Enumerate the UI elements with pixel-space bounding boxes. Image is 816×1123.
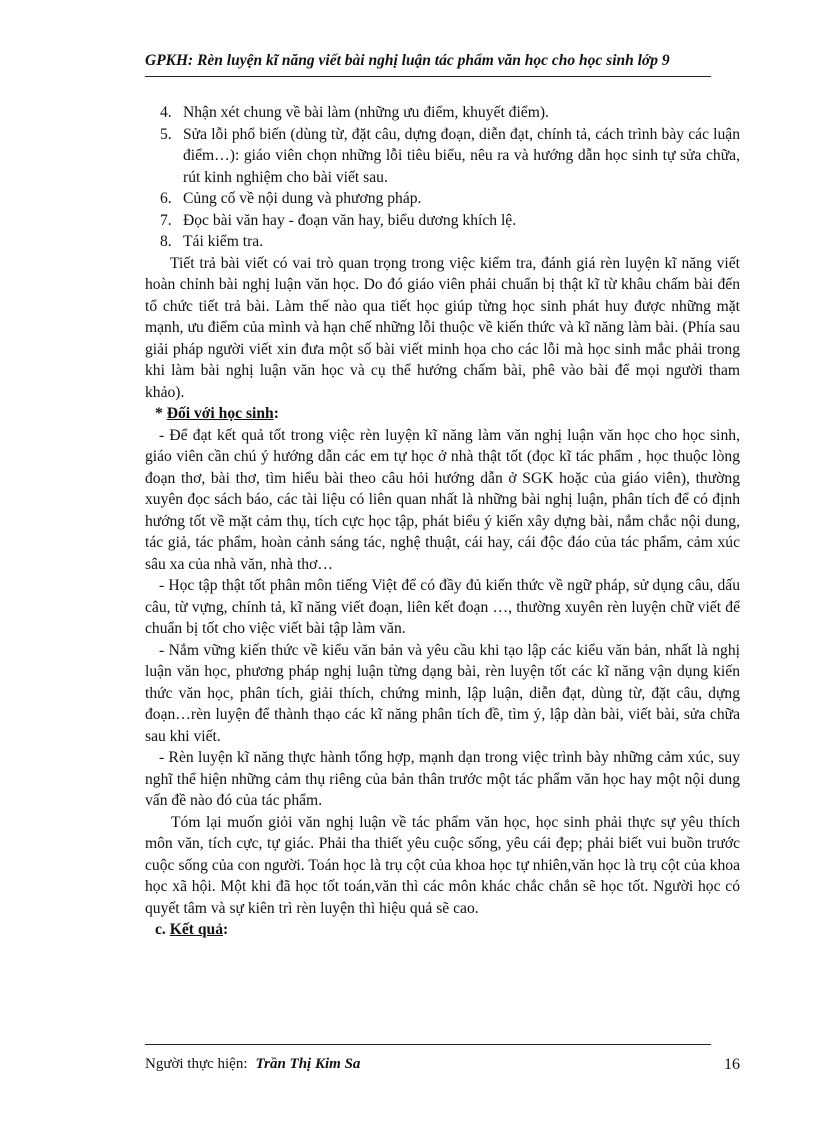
paragraph-feedback-lesson: Tiết trả bài viết có vai trò quan trọng trong việc kiểm tra, đánh giá rèn luyện kĩ năng viết hoàn chỉnh bài nghị luận văn học. Do đó giáo viên phải chuẩn bị thật kĩ từ khâu chấm bài đến tổ chức tiết trả bài. Làm thế nào qua tiết học giúp từng học sinh phát huy được những mặt mạnh, ưu điểm của mình và hạn chế những lỗi thuộc về kiến thức và kĩ năng làm bài. (Phía sau giải pháp người viết xin đưa một số bài viết minh họa cho các lỗi mà học sinh mắc phải trong khi làm bài nghị luận văn học và cụ thể hướng chấm bài, phê vào bài để mọi người tham khảo). <box>145 254 740 401</box>
section-heading-result: c. Kết quả: <box>155 921 229 938</box>
steps-list <box>145 102 740 253</box>
student-item: - Học tập thật tốt phân môn tiếng Việt để có đầy đủ kiến thức về ngữ pháp, sử dụng câu, dấu câu, từ vựng, chính tả, kĩ năng viết đoạn, liên kết đoạn …, thường xuyên rèn luyện chữ viết để chuẩn bị tốt cho việc viết bài tập làm văn. <box>145 577 740 637</box>
page-body <box>145 102 740 941</box>
page-header <box>145 52 711 77</box>
list-item: 5. Sửa lỗi phổ biến (dùng từ, đặt câu, dựng đoạn, diễn đạt, chính tả, cách trình bày các luận điểm…): giáo viên chọn những lỗi tiêu biểu, nêu ra và hướng dẫn học sinh tự sửa chữa, rút kinh nghiệm cho bài viết sau. <box>160 125 740 186</box>
footer-divider <box>145 1044 711 1045</box>
list-item: 8. Tái kiểm tra. <box>160 233 264 250</box>
footer-label: Người thực hiện: <box>145 1056 248 1072</box>
student-item: - Nắm vững kiến thức về kiểu văn bản và yêu cầu khi tạo lập các kiểu văn bản, nhất là nghị luận văn học, phương pháp nghị luận từng dạng bài, rèn luyện tốt các kĩ năng vận dụng kiến thức văn học, phân tích, giải thích, chứng minh, lập luận, diễn đạt, dùng từ, đặt câu, dựng đoạn…rèn luyện để thành thạo các kĩ năng phân tích đề, tìm ý, lập dàn bài, viết bài, sửa chữa sau khi viết. <box>145 641 740 745</box>
student-item: - Để đạt kết quả tốt trong việc rèn luyện kĩ năng làm văn nghị luận văn học cho học sinh, giáo viên cần chú ý hướng dẫn các em tự học ở nhà thật tốt (đọc kĩ tác phẩm , học thuộc lòng đoạn thơ, bài thơ, tìm hiểu bài theo câu hỏi hướng dẫn ở SGK hoặc của giáo viên), thường xuyên đọc sách báo, các tài liệu có liên quan nhất là những bài nghị luận, phân tích để có định hướng tốt về mặt cảm thụ, tích cực học tập, phát biểu ý kiến xây dựng bài, nắm chắc nội dung, tác giả, tác phẩm, hoàn cảnh sáng tác, nghệ thuật, cái hay, cái độc đáo của tác phẩm, cảm xúc sâu xa của nhà văn, nhà thơ… <box>145 426 740 573</box>
section-heading-students: * Đối với học sinh: <box>155 405 279 422</box>
list-item: 4. Nhận xét chung về bài làm (những ưu điểm, khuyết điểm). <box>160 104 549 121</box>
page-number: 16 <box>724 1056 740 1073</box>
page-footer <box>145 1056 740 1073</box>
summary-paragraph: Tóm lại muốn giỏi văn nghị luận về tác phẩm văn học, học sinh phải thực sự yêu thích môn văn, tích cực, tự giác. Phải tha thiết yêu cuộc sống, yêu cái đẹp; phải biết vui buồn trước cuộc sống của con người. Toán học là trụ cột của khoa học tự nhiên,văn học là trụ cột của khoa học xã hội. Một khi đã học tốt toán,văn thì các môn khác chắc chắn sẽ học tốt. Người học có quyết tâm và sự kiên trì rèn luyện thì hiệu quả sẽ cao. <box>145 813 740 917</box>
author-name: Trần Thị Kim Sa <box>255 1056 361 1072</box>
list-item: 6. Củng cố về nội dung và phương pháp. <box>160 190 422 207</box>
student-item: - Rèn luyện kĩ năng thực hành tổng hợp, mạnh dạn trong việc trình bày những cảm xúc, suy nghĩ thể hiện những cảm thụ riêng của bản thân trước một tác phẩm văn học hay một nội dung vấn đề nào đó của tác phẩm. <box>145 749 740 809</box>
header-title: GPKH: Rèn luyện kĩ năng viết bài nghị luận tác phẩm văn học cho học sinh lớp 9 <box>145 52 670 69</box>
list-item: 7. Đọc bài văn hay - đoạn văn hay, biểu dương khích lệ. <box>160 211 517 229</box>
